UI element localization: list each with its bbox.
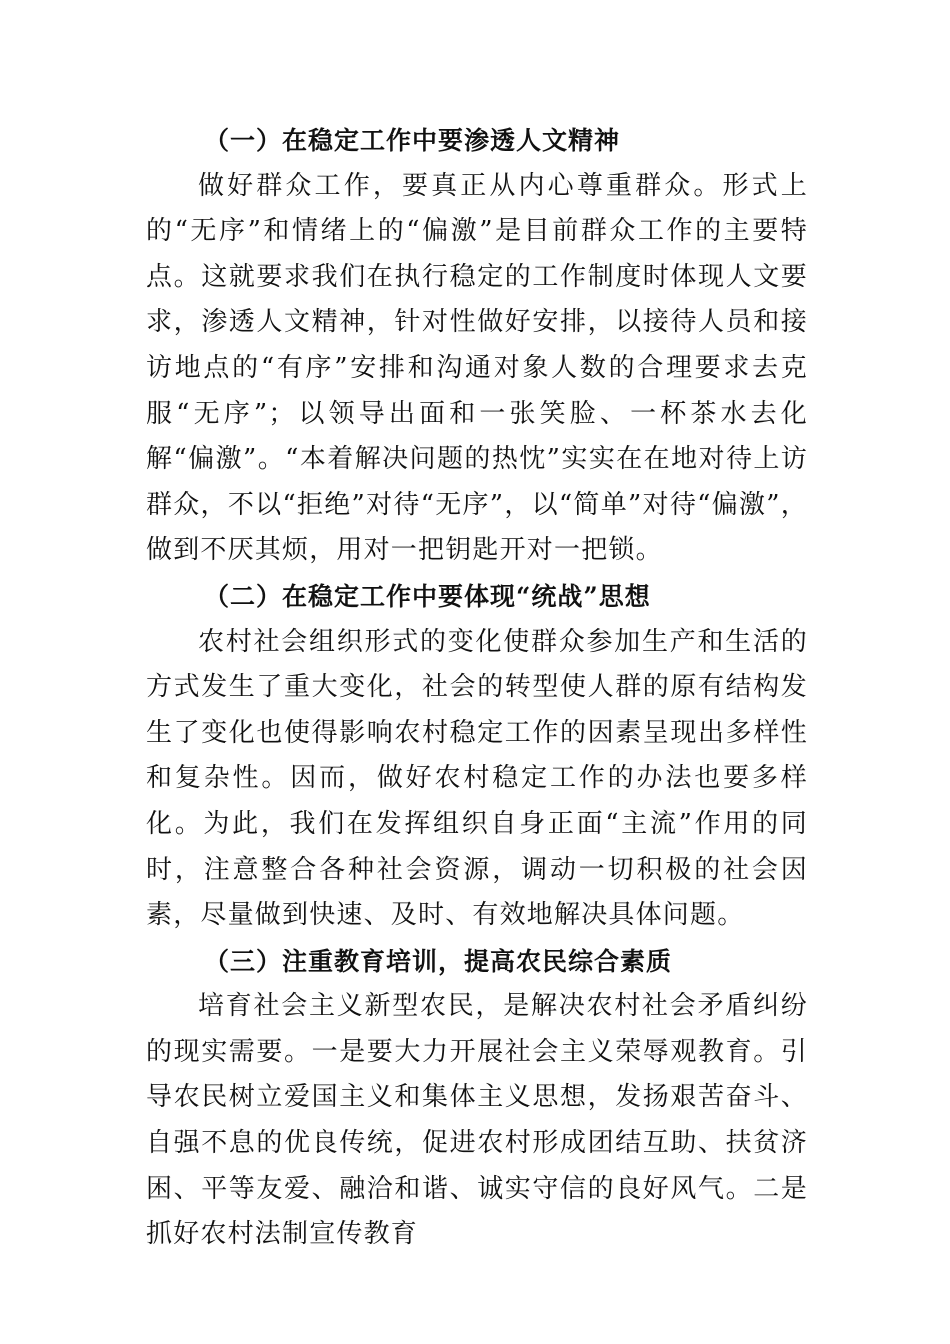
document-body (146, 118, 808, 1258)
section-paragraph-3: 培育社会主义新型农民，是解决农村社会矛盾纠纷的现实需要。一是要大力开展社会主义荣辱观教育。引导农民树立爱国主义和集体主义思想，发扬艰苦奋斗、自强不息的优良传统，促进农村形成团结互助、扶贫济困、平等友爱、融洽和谐、诚实守信的良好风气。二是抓好农村法制宣传教育 (146, 991, 808, 1250)
section-heading-3: （三）注重教育培训，提高农民综合素质 (204, 946, 673, 976)
section-heading-2: （二）在稳定工作中要体现“统战”思想 (204, 581, 651, 611)
section-paragraph-2: 农村社会组织形式的变化使群众参加生产和生活的方式发生了重大变化，社会的转型使人群的原有结构发生了变化也使得影响农村稳定工作的因素呈现出多样性和复杂性。因而，做好农村稳定工作的办法也要多样化。为此，我们在发挥组织自身正面“主流”作用的同时，注意整合各种社会资源，调动一切积极的社会因素，尽量做到快速、及时、有效地解决具体问题。 (146, 626, 808, 931)
section-heading-1: （一）在稳定工作中要渗透人文精神 (204, 126, 621, 155)
section-paragraph-1: 做好群众工作，要真正从内心尊重群众。形式上的“无序”和情绪上的“偏激”是目前群众工作的主要特点。这就要求我们在执行稳定的工作制度时体现人文要求，渗透人文精神，针对性做好安排，以接待人员和接访地点的“有序”安排和沟通对象人数的合理要求去克服“无序”；以领导出面和一张笑脸、一杯茶水去化解“偏激”。“本着解决问题的热忱”实实在在地对待上访群众，不以“拒绝”对待“无序”，以“简单”对待“偏激”，做到不厌其烦，用对一把钥匙开对一把锁。 (146, 170, 808, 566)
